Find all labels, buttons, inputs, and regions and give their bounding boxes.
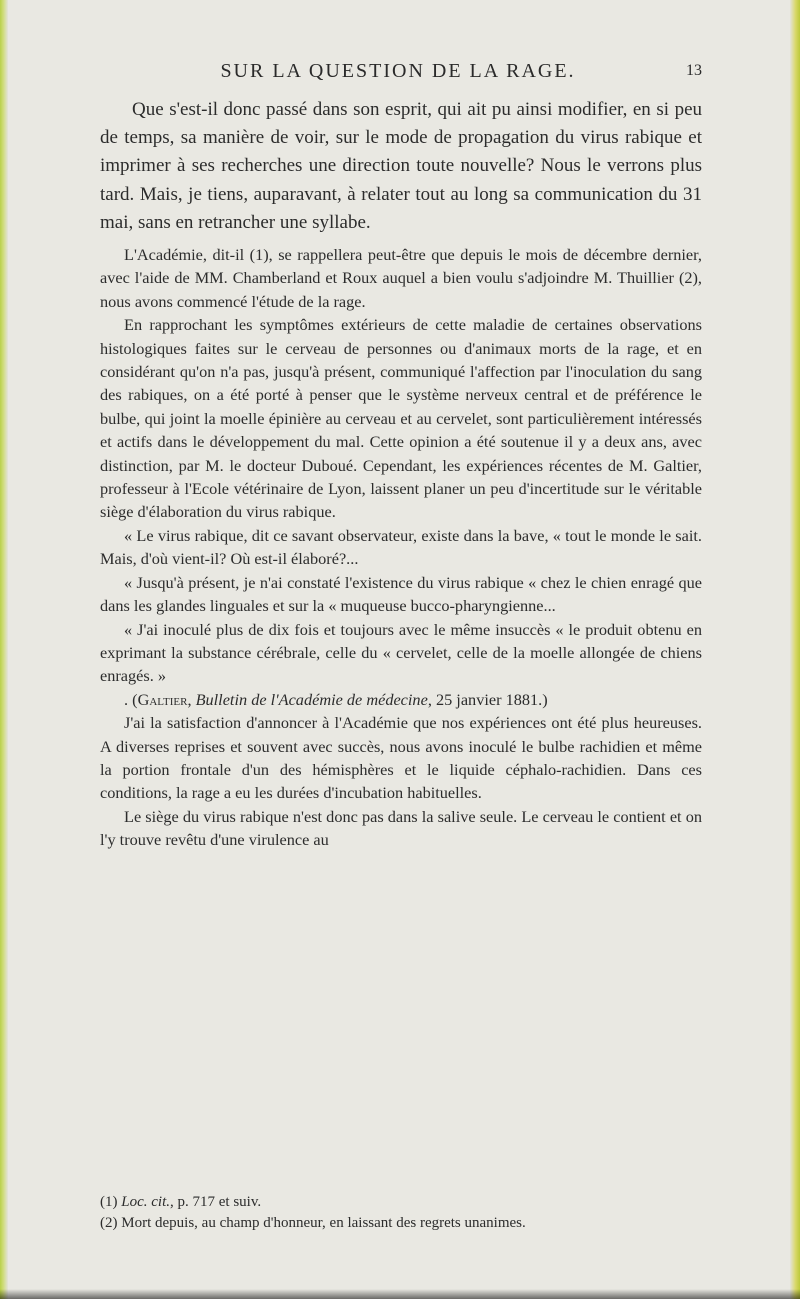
footnote-2 <box>100 1213 702 1234</box>
quoted-paragraph-5: « J'ai inoculé plus de dix fois et toujours avec le même insuccès « le produit obtenu en exprimant la substance cérébrale, celle du « cervelet, celle de la moelle allongée de chiens enragés. » <box>100 619 702 686</box>
citation-leading-mark: . <box>124 689 129 709</box>
footnote-text: Mort depuis, au champ d'honneur, en laissant des regrets unanimes. <box>121 1215 526 1231</box>
footnote-1 <box>100 1192 702 1213</box>
citation-author: Galtier <box>137 689 188 709</box>
citation-work: Bulletin de l'Académie de médecine <box>195 689 428 709</box>
quoted-paragraph-4: « Jusqu'à présent, je n'ai constaté l'existence du virus rabique « chez le chien enragé que dans les glandes linguales et sur la « muqueuse bucco-pharyngienne... <box>100 572 702 616</box>
quoted-paragraph-1: L'Académie, dit-il (1), se rappellera peut-être que depuis le mois de décembre dernier, avec l'aide de MM. Chamberland et Roux auquel a bien voulu s'adjoindre M. Thuillier (2), nous avons commencé l'étude de la rage. <box>100 245 702 311</box>
scan-shadow-bottom <box>0 1289 800 1299</box>
page-header <box>8 60 790 90</box>
quoted-paragraph-2: En rapprochant les symptômes extérieurs de cette maladie de certaines observations histologiques faites sur le cerveau de personnes ou d'animaux morts de la rage, et en considérant qu'on n'a pas, jusqu'à présent, communiqué l'affection par l'inoculation du sang des rabiques, on a été porté à penser que le système nerveux central et de préférence le bulbe, qui joint la moelle épinière au cerveau et au cervelet, sont particulièrement intéressés et actifs dans le développement du mal. Cette opinion a été soutenue il y a deux ans, avec distinction, par M. le docteur Duboué. Cependant, les expériences récentes de M. Galtier, professeur à l'Ecole vétérinaire de Lyon, laissent planer un peu d'incertitude sur le véritable siège d'élaboration du virus rabique. <box>100 315 702 522</box>
intro-paragraph: Que s'est-il donc passé dans son esprit, qui ait pu ainsi modifier, en si peu de temps, sa manière de voir, sur le mode de propagation du virus rabique et imprimer à ses recherches une direction toute nouvelle? Nous le verrons plus tard. Mais, je tiens, auparavant, à relater tout au long sa communication du 31 mai, sans en retrancher une syllabe. <box>100 99 702 233</box>
footnote-text: , p. 717 et suiv. <box>170 1194 262 1210</box>
running-title: SUR LA QUESTION DE LA RAGE. <box>220 60 576 82</box>
footnote-mark: (2) <box>100 1215 118 1231</box>
footnote-reference: Loc. cit. <box>121 1194 170 1210</box>
closing-paragraph-2: Le siège du virus rabique n'est donc pas dans la salive seule. Le cerveau le contient et on l'y trouve revêtu d'une virulence au <box>100 806 702 850</box>
scan-edge-right <box>790 0 800 1299</box>
citation-open: ( <box>132 689 138 709</box>
quoted-paragraph-3: « Le virus rabique, dit ce savant observateur, existe dans la bave, « tout le monde le sait. Mais, d'où vient-il? Où est-il élaboré?... <box>100 525 702 569</box>
citation-separator: , <box>187 689 196 709</box>
citation-date: , 25 janvier 1881.) <box>427 689 548 709</box>
book-page <box>8 0 790 1299</box>
footnote-mark: (1) <box>100 1194 118 1210</box>
page-number: 13 <box>686 62 702 79</box>
citation-line <box>100 688 702 711</box>
main-text <box>100 96 702 852</box>
footnotes <box>100 1192 702 1234</box>
scan-edge-left <box>0 0 8 1299</box>
closing-paragraph-1: J'ai la satisfaction d'annoncer à l'Académie que nos expériences ont été plus heureuses. A diverses reprises et souvent avec succès, nous avons inoculé le bulbe rachidien et même la portion frontale d'un des hémisphères et le liquide céphalo-rachidien. Dans ces conditions, la rage a eu les durées d'incubation habituelles. <box>100 713 702 803</box>
